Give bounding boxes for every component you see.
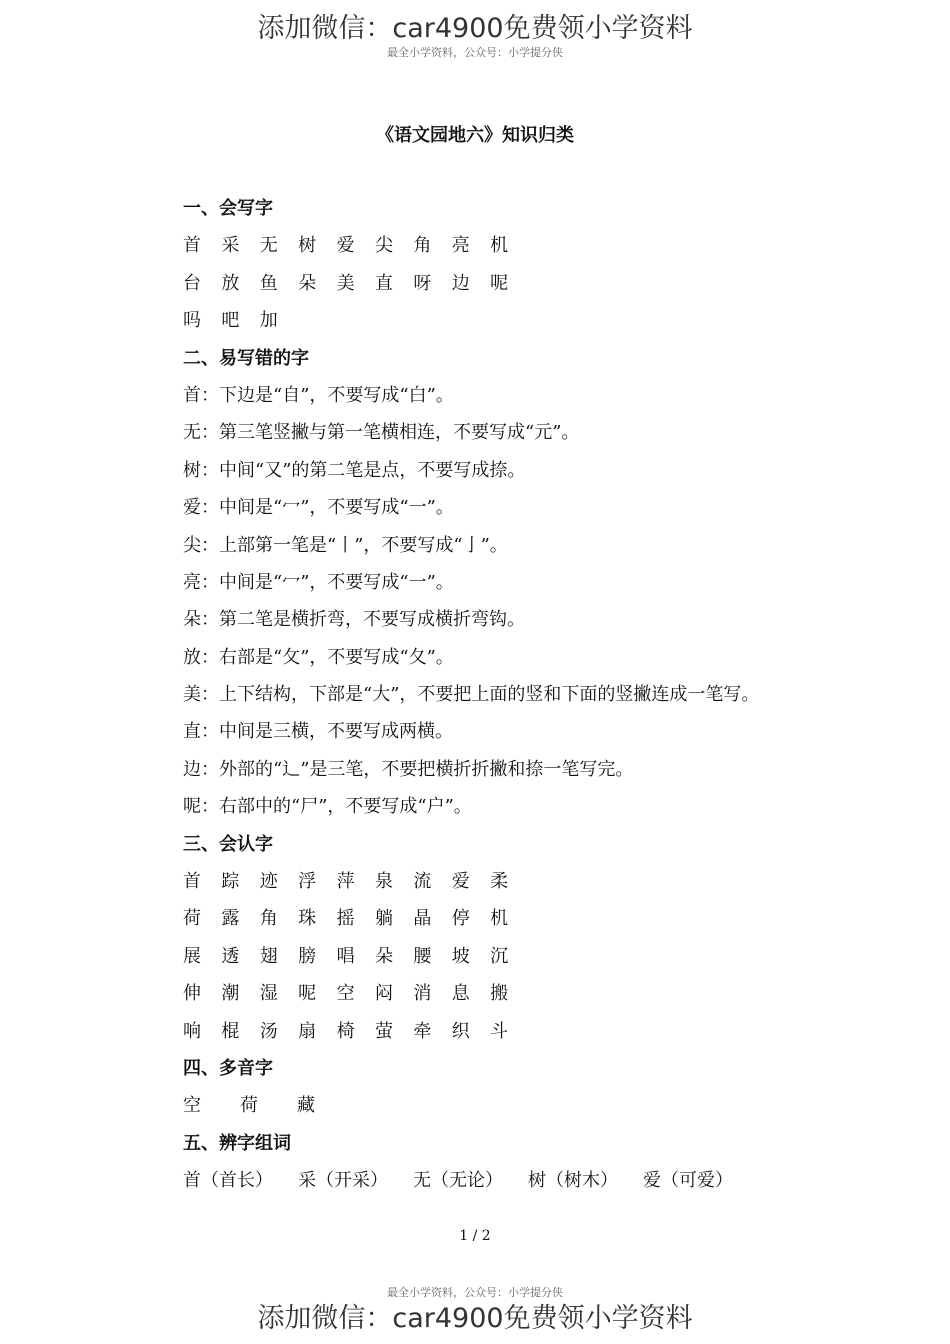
char: 停 <box>451 908 470 930</box>
char-row <box>183 975 913 1012</box>
char: 唱 <box>336 945 355 967</box>
char: 呢 <box>490 272 509 294</box>
char: 珠 <box>298 908 317 930</box>
word-pair: 采（开采） <box>298 1170 388 1192</box>
char: 椅 <box>336 1020 355 1042</box>
char: 荷 <box>183 908 201 930</box>
char: 台 <box>183 272 201 294</box>
char: 湿 <box>259 983 278 1005</box>
note-line: 美：上下结构，下部是“大”，不要把上面的竖和下面的竖撇连成一笔写。 <box>183 684 760 706</box>
word-row <box>183 1162 913 1199</box>
note-line: 边：外部的“辶”是三笔，不要把横折折撇和捺一笔写完。 <box>183 758 634 780</box>
char: 膀 <box>298 945 317 967</box>
char: 爱 <box>336 235 355 257</box>
char: 树 <box>298 235 317 257</box>
char: 朵 <box>374 945 393 967</box>
note-line: 爱：中间是“冖”，不要写成“一”。 <box>183 497 454 519</box>
word-pair: 无（无论） <box>413 1170 503 1192</box>
char: 泉 <box>374 871 393 893</box>
section-heading: 五、辨字组词 <box>183 1132 291 1154</box>
note-line: 尖：上部第一笔是“丨”，不要写成“亅”。 <box>183 534 508 556</box>
char: 响 <box>183 1020 201 1042</box>
note-line: 首：下边是“自”，不要写成“白”。 <box>183 384 454 406</box>
char: 直 <box>374 272 393 294</box>
char: 斗 <box>490 1020 509 1042</box>
char: 朵 <box>298 272 317 294</box>
section-heading: 一、会写字 <box>183 198 273 219</box>
char: 机 <box>490 908 509 930</box>
section-heading: 三、会认字 <box>183 833 273 855</box>
word-pair: 树（树木） <box>528 1170 618 1192</box>
char: 息 <box>451 983 470 1005</box>
note-line: 无：第三笔竖撇与第一笔横相连，不要写成“元”。 <box>183 422 580 444</box>
char: 流 <box>413 871 432 893</box>
char: 加 <box>259 310 278 332</box>
top-subline: 最全小学资料，公众号：小学提分侠 <box>387 46 563 59</box>
char: 浮 <box>298 871 317 893</box>
char: 搬 <box>490 983 509 1005</box>
char: 坡 <box>451 945 470 967</box>
char: 呀 <box>413 272 432 294</box>
char: 腰 <box>413 945 432 967</box>
char: 闷 <box>374 983 393 1005</box>
document-body <box>183 190 913 1200</box>
char-row <box>183 938 913 975</box>
char: 机 <box>490 235 509 257</box>
char: 美 <box>336 272 355 294</box>
section-heading: 二、易写错的字 <box>183 347 309 369</box>
note-line: 树：中间“又”的第二笔是点，不要写成捺。 <box>183 459 526 481</box>
char: 伸 <box>183 983 201 1005</box>
char: 采 <box>221 235 240 257</box>
char: 放 <box>221 272 240 294</box>
char-row <box>183 900 913 937</box>
char: 萍 <box>336 871 355 893</box>
char: 首 <box>183 235 201 257</box>
top-banner: 添加微信：car4900免费领小学资料 <box>257 13 693 44</box>
char: 潮 <box>221 983 240 1005</box>
polyphone-row <box>183 1087 913 1124</box>
char-row <box>183 265 913 302</box>
char: 亮 <box>451 235 470 257</box>
polyphone-char: 空 <box>183 1095 201 1117</box>
char: 无 <box>259 235 278 257</box>
char: 首 <box>183 871 201 893</box>
char: 牵 <box>413 1020 432 1042</box>
char: 柔 <box>490 871 509 893</box>
bottom-banner: 添加微信：car4900免费领小学资料 <box>257 1303 693 1334</box>
note-line: 直：中间是三横，不要写成两横。 <box>183 721 453 743</box>
char-row <box>183 863 913 900</box>
char: 汤 <box>259 1020 278 1042</box>
note-line: 朵：第二笔是横折弯，不要写成横折弯钩。 <box>183 609 525 631</box>
char: 迹 <box>259 871 278 893</box>
char: 角 <box>259 908 278 930</box>
char: 角 <box>413 235 432 257</box>
char: 翅 <box>259 945 278 967</box>
polyphone-char: 藏 <box>297 1095 315 1117</box>
section-heading: 四、多音字 <box>183 1057 273 1079</box>
char: 展 <box>183 945 201 967</box>
note-line: 呢：右部中的“尸”，不要写成“户”。 <box>183 796 472 818</box>
page-number: 1 / 2 <box>459 1228 491 1244</box>
char: 摇 <box>336 908 355 930</box>
char: 消 <box>413 983 432 1005</box>
char: 沉 <box>490 945 509 967</box>
char: 扇 <box>298 1020 317 1042</box>
bottom-subline: 最全小学资料，公众号：小学提分侠 <box>387 1286 563 1299</box>
char: 尖 <box>374 235 393 257</box>
note-line: 亮：中间是“冖”，不要写成“一”。 <box>183 571 454 593</box>
char: 爱 <box>451 871 470 893</box>
char: 吗 <box>183 310 201 332</box>
word-pair: 首（首长） <box>183 1170 273 1192</box>
char: 呢 <box>298 983 317 1005</box>
char: 晶 <box>413 908 432 930</box>
char: 空 <box>336 983 355 1005</box>
char-row <box>183 227 913 264</box>
document-title: 《语文园地六》知识归类 <box>376 125 574 146</box>
char: 棍 <box>221 1020 240 1042</box>
word-pair: 爱（可爱） <box>643 1170 733 1192</box>
char: 透 <box>221 945 240 967</box>
char: 躺 <box>374 908 393 930</box>
char: 萤 <box>374 1020 393 1042</box>
char-row <box>183 1013 913 1050</box>
polyphone-char: 荷 <box>240 1095 258 1117</box>
note-line: 放：右部是“攵”，不要写成“夂”。 <box>183 646 454 668</box>
char-row <box>183 302 913 339</box>
char: 吧 <box>221 310 240 332</box>
char: 露 <box>221 908 240 930</box>
char: 织 <box>451 1020 470 1042</box>
char: 鱼 <box>259 272 278 294</box>
char: 边 <box>451 272 470 294</box>
char: 踪 <box>221 871 240 893</box>
